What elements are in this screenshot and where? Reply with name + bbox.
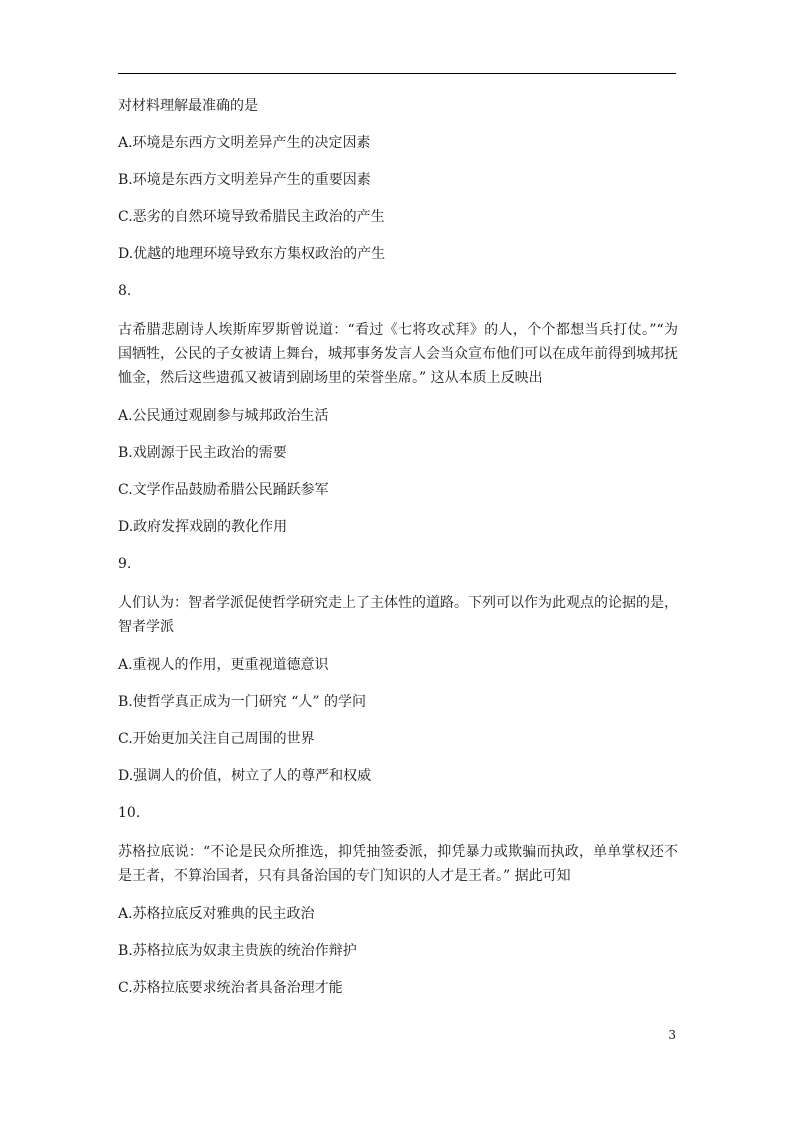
- spacer: [118, 153, 678, 170]
- answer-option: D.强调人的价值，树立了人的尊严和权威: [118, 768, 372, 784]
- answer-option: A.重视人的作用，更重视道德意识: [118, 657, 329, 673]
- answer-option: A.苏格拉底反对雅典的民主政治: [118, 906, 315, 922]
- spacer: [118, 264, 678, 281]
- answer-option: C.文学作品鼓励希腊公民踊跃参军: [118, 482, 329, 498]
- answer-option: B.戏剧源于民主政治的需要: [118, 445, 287, 461]
- question-stem: 苏格拉底说：“不论是民众所推选，抑凭抽签委派，抑凭暴力或欺骗而执政，单单掌权还不是王者，不算治国者，只有具备治国的专门知识的人才是王者。” 据此可知: [118, 844, 678, 884]
- spacer: [118, 537, 678, 554]
- spacer: [118, 574, 678, 591]
- question-number: 8.: [118, 283, 132, 299]
- spacer: [118, 823, 678, 840]
- spacer: [118, 675, 678, 692]
- spacer: [118, 961, 678, 978]
- spacer: [118, 749, 678, 766]
- page-number: 3: [668, 1028, 676, 1042]
- spacer: [118, 301, 678, 318]
- question-number: 10.: [118, 805, 141, 821]
- header-rule: [118, 73, 676, 74]
- spacer: [118, 888, 678, 904]
- spacer: [118, 500, 678, 517]
- answer-option: B.使哲学真正成为一门研究 “人” 的学问: [118, 694, 366, 710]
- answer-option: C.恶劣的自然环境导致希腊民主政治的产生: [118, 209, 385, 225]
- answer-option: C.苏格拉底要求统治者具备治理才能: [118, 980, 343, 996]
- question-stem: 人们认为：智者学派促使哲学研究走上了主体性的道路。下列可以作为此观点的论据的是，智者学派: [118, 595, 678, 635]
- spacer: [118, 426, 678, 443]
- answer-option: A.环境是东西方文明差异产生的决定因素: [118, 135, 371, 151]
- answer-option: B.环境是东西方文明差异产生的重要因素: [118, 172, 371, 188]
- spacer: [118, 463, 678, 480]
- spacer: [118, 190, 678, 207]
- spacer: [118, 712, 678, 729]
- answer-option: C.开始更加关注自己周围的世界: [118, 731, 315, 747]
- answer-option: B.苏格拉底为奴隶主贵族的统治作辩护: [118, 943, 357, 959]
- document-body: [118, 96, 678, 998]
- text-line: 对材料理解最准确的是: [118, 98, 258, 114]
- spacer: [118, 227, 678, 244]
- spacer: [118, 924, 678, 941]
- question-number: 9.: [118, 556, 132, 572]
- spacer: [118, 786, 678, 803]
- question-stem: 古希腊悲剧诗人埃斯库罗斯曾说道：“看过《七将攻忒拜》的人，个个都想当兵打仗。”“为国牺牲，公民的子女被请上舞台，城邦事务发言人会当众宣布他们可以在成年前得到城邦抚恤金，然后这些遗孤又被请到剧场里的荣誉坐席。” 这从本质上反映出: [118, 322, 678, 386]
- spacer: [118, 639, 678, 655]
- answer-option: D.政府发挥戏剧的教化作用: [118, 519, 288, 535]
- spacer: [118, 116, 678, 133]
- answer-option: D.优越的地理环境导致东方集权政治的产生: [118, 246, 386, 262]
- answer-option: A.公民通过观剧参与城邦政治生活: [118, 408, 329, 424]
- spacer: [118, 390, 678, 406]
